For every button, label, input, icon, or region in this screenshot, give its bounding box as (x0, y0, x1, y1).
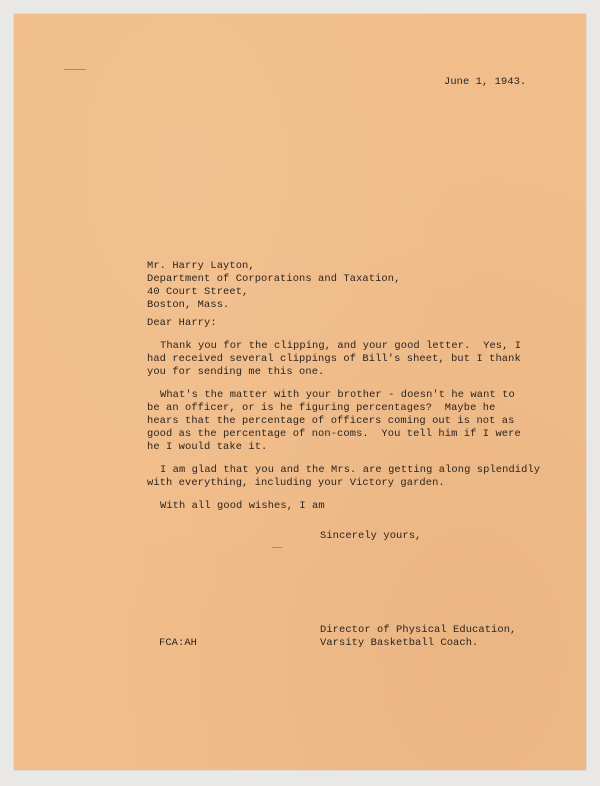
paragraph-1-line: had received several clippings of Bill's sheet, but I thank (147, 353, 521, 365)
typist-initials: FCA:AH (159, 637, 198, 649)
paper-mark (272, 547, 282, 548)
salutation: Dear Harry: (147, 317, 217, 329)
letter-page (14, 14, 586, 770)
closing: Sincerely yours, (320, 530, 422, 542)
address-line: Boston, Mass. (147, 299, 230, 311)
paragraph-2-line: hears that the percentage of officers coming out is not as (147, 415, 515, 427)
paper-mark (64, 69, 86, 70)
paragraph-2-line: be an officer, or is he figuring percentages? Maybe he (147, 402, 496, 414)
address-line: Department of Corporations and Taxation, (147, 273, 401, 285)
paragraph-2-line: he I would take it. (147, 441, 268, 453)
letter-date: June 1, 1943. (444, 76, 527, 88)
paragraph-3-line: I am glad that you and the Mrs. are getting along splendidly (160, 464, 541, 476)
address-line: Mr. Harry Layton, (147, 260, 255, 272)
signature-title-line: Varsity Basketball Coach. (320, 637, 479, 649)
address-line: 40 Court Street, (147, 286, 249, 298)
paragraph-1-line: Thank you for the clipping, and your good letter. Yes, I (160, 340, 522, 352)
signature-title-line: Director of Physical Education, (320, 624, 517, 636)
paragraph-2-line: What's the matter with your brother - doesn't he want to (160, 389, 515, 401)
paragraph-3-line: with everything, including your Victory garden. (147, 477, 445, 489)
paragraph-2-line: good as the percentage of non-coms. You tell him if I were (147, 428, 521, 440)
paragraph-1-line: you for sending me this one. (147, 366, 325, 378)
paragraph-4: With all good wishes, I am (160, 500, 325, 512)
